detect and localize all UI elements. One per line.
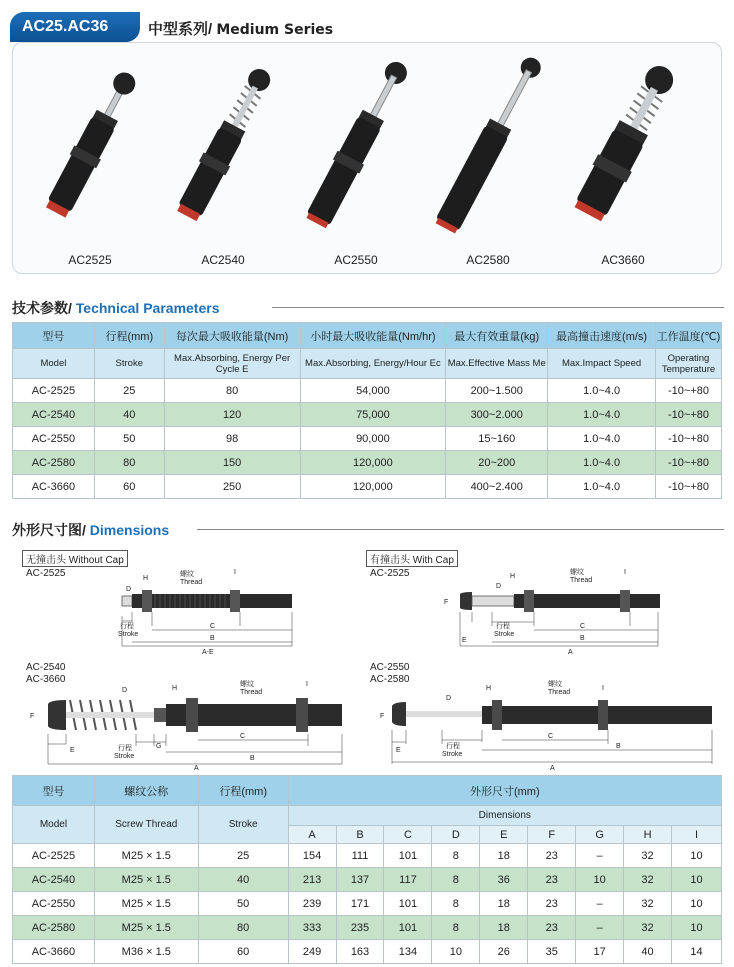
dim-letter-b: B [616,743,621,750]
stroke-en-label: Stroke [494,631,515,638]
stroke-cn-label: 行程 [118,745,132,752]
table-cell: 134 [384,940,432,964]
header-cell: 工作温度(℃) [655,323,721,349]
product-label: AC2540 [201,253,245,267]
header-cell: Stroke [198,806,288,844]
table-cell: 36 [480,868,528,892]
dim-section-title [12,520,724,538]
table-cell: 10 [432,940,480,964]
dim-letter-a: A [550,765,555,770]
header-cell: Model [13,806,95,844]
table-row [13,475,722,499]
header-cell: H [624,826,672,844]
table-cell: 90,000 [300,427,446,451]
dim-letter-i: I [306,681,308,688]
table-cell: AC-3660 [13,940,95,964]
dim-letter-f: F [380,713,385,720]
header-cell: F [528,826,576,844]
table-row [13,916,722,940]
header-cell: A [288,826,336,844]
table-cell: 150 [164,451,300,475]
dim-letter-d: D [126,586,132,593]
table-row [13,427,722,451]
table-cell: AC-2525 [13,379,95,403]
header-cell: Max.Effective Mass Me [446,349,548,379]
table-cell: 40 [94,403,164,427]
product-ac2525 [25,43,155,275]
table-cell: M25 × 1.5 [94,916,198,940]
table-cell: 10 [672,868,722,892]
product-label: AC2550 [334,253,378,267]
header-cell: 螺纹公称 [94,776,198,806]
dim-letter-i: I [624,569,626,576]
table-cell: 120,000 [300,475,446,499]
table-cell: 8 [432,916,480,940]
table-cell: 8 [432,892,480,916]
table-cell: AC-2540 [13,868,95,892]
dim-letter-d: D [496,583,502,590]
table-cell: 60 [198,940,288,964]
header-cell: G [576,826,624,844]
table-cell: 32 [624,844,672,868]
table-cell: – [576,916,624,940]
product-ac2580 [423,43,553,275]
table-row [13,403,722,427]
dim-letter-f: F [30,713,35,720]
table-cell: 23 [528,868,576,892]
table-cell: -10~+80 [655,403,721,427]
table-row [13,940,722,964]
with-cap-label: 有撞击头 With Cap [366,550,458,567]
header-cell: Dimensions [288,806,721,826]
table-cell: 10 [576,868,624,892]
header-cell: 行程(mm) [198,776,288,806]
stroke-en-label: Stroke [442,751,463,758]
table-cell: 117 [384,868,432,892]
dim-letter-i: I [602,685,604,692]
table-cell: AC-2525 [13,844,95,868]
stroke-en-label: Stroke [118,631,139,638]
diagram-model-label: AC-2525 [26,568,66,579]
header-cell: E [480,826,528,844]
dim-letter-h: H [172,685,178,692]
dim-letter-e: E [70,747,75,754]
table-cell: 1.0~4.0 [548,475,656,499]
dim-letter-g: G [156,743,162,750]
header-cell: Max.Impact Speed [548,349,656,379]
dim-letter-a: A [194,765,199,770]
dim-letter-b: B [250,755,255,762]
table-cell: 26 [480,940,528,964]
dim-letter-h: H [486,685,492,692]
table-cell: 25 [94,379,164,403]
table-cell: 80 [164,379,300,403]
product-ac2540 [158,43,288,275]
product-label: AC2525 [68,253,112,267]
thread-cn-label: 螺纹 [570,569,584,576]
thread-cn-label: 螺纹 [548,681,562,688]
table-row [13,379,722,403]
stroke-cn-label: 行程 [496,623,510,630]
table-cell: 40 [198,868,288,892]
table-row [13,868,722,892]
header-cell: Stroke [94,349,164,379]
table-cell: 18 [480,916,528,940]
series-title-cn: 中型系列/ [148,21,213,38]
table-cell: -10~+80 [655,379,721,403]
without-cap-label: 无撞击头 Without Cap [22,550,128,567]
table-cell: M36 × 1.5 [94,940,198,964]
series-title [148,18,333,39]
table-cell: 18 [480,892,528,916]
table-cell: 10 [672,892,722,916]
header-cell: Max.Absorbing, Energy Per Cycle E [164,349,300,379]
header-cell: 最高撞击速度(m/s) [548,323,656,349]
table-cell: 15~160 [446,427,548,451]
table-cell: -10~+80 [655,427,721,451]
table-cell: 120,000 [300,451,446,475]
table-cell: 235 [336,916,384,940]
table-cell: 35 [528,940,576,964]
table-row [13,844,722,868]
shock-absorber-image [291,53,421,243]
header-cell: Max.Absorbing, Energy/Hour Ec [300,349,446,379]
table-cell: 80 [198,916,288,940]
table-cell: 1.0~4.0 [548,379,656,403]
table-cell: 101 [384,844,432,868]
table-cell: 23 [528,892,576,916]
table-cell: 60 [94,475,164,499]
table-cell: 111 [336,844,384,868]
table-cell: 163 [336,940,384,964]
header-cell: D [432,826,480,844]
diagram-model-label: AC-3660 [26,674,66,685]
diagram-ac2525-with-cap [440,566,660,656]
header-cell: B [336,826,384,844]
dim-letter-f: F [444,599,449,606]
table-cell: -10~+80 [655,475,721,499]
table-cell: 171 [336,892,384,916]
header-cell: 行程(mm) [94,323,164,349]
dim-title-cn: 外形尺寸图/ [12,522,86,538]
dimensions-table [12,775,722,964]
stroke-cn-label: 行程 [120,623,134,630]
series-header [10,12,730,44]
diagram-ac2525-without-cap [110,566,310,656]
thread-en-label: Thread [180,579,203,586]
header-cell: Screw Thread [94,806,198,844]
header-cell: 最大有效重量(kg) [446,323,548,349]
tech-header-cn-row [13,323,722,349]
diagram-model-label: AC-2580 [370,674,410,685]
table-cell: 154 [288,844,336,868]
series-code-tab: AC25.AC36 [10,12,140,42]
table-cell: 333 [288,916,336,940]
table-cell: 75,000 [300,403,446,427]
divider-line [272,307,724,308]
table-cell: AC-2550 [13,892,95,916]
product-ac3660 [558,43,688,275]
table-cell: AC-2580 [13,451,95,475]
dim-letter-d: D [446,695,452,702]
stroke-en-label: Stroke [114,753,135,760]
shock-absorber-image [558,53,688,243]
table-cell: 8 [432,844,480,868]
table-cell: 14 [672,940,722,964]
diagram-model-label: AC-2550 [370,662,410,673]
dim-letter-a: A [568,649,573,656]
product-label: AC3660 [601,253,645,267]
thread-cn-label: 螺纹 [240,681,254,688]
dim-letter-c: C [210,623,216,630]
shock-absorber-image [158,53,288,243]
dim-letter-b: B [210,635,215,642]
product-gallery [12,42,722,274]
table-cell: 137 [336,868,384,892]
table-cell: 32 [624,916,672,940]
dim-letter-c: C [240,733,246,740]
shock-absorber-image [25,53,155,243]
table-cell: 32 [624,868,672,892]
table-cell: 20~200 [446,451,548,475]
dim-letter-e: E [396,747,401,754]
table-cell: AC-2550 [13,427,95,451]
table-cell: 10 [672,916,722,940]
table-cell: 25 [198,844,288,868]
table-cell: 80 [94,451,164,475]
thread-cn-label: 螺纹 [180,571,194,578]
dim-letter-c: C [548,733,554,740]
series-title-en: Medium Series [216,22,334,38]
thread-en-label: Thread [548,689,571,696]
stroke-cn-label: 行程 [446,743,460,750]
dim-letter-h: H [510,573,516,580]
dim-letter-b: B [580,635,585,642]
table-cell: 54,000 [300,379,446,403]
table-cell: 1.0~4.0 [548,403,656,427]
thread-en-label: Thread [570,577,593,584]
diagram-ac2540-ac3660 [26,680,356,770]
table-cell: 1.0~4.0 [548,451,656,475]
table-cell: 120 [164,403,300,427]
table-cell: 10 [672,844,722,868]
table-cell: 400~2.400 [446,475,548,499]
table-cell: 300~2.000 [446,403,548,427]
table-cell: M25 × 1.5 [94,868,198,892]
dims-header-row-2 [13,806,722,826]
table-cell: 32 [624,892,672,916]
table-cell: 98 [164,427,300,451]
dim-title-en: Dimensions [89,522,170,538]
tech-section-title [12,298,724,316]
diagram-ac2550-ac2580 [380,680,720,770]
header-cell: 型号 [13,776,95,806]
dim-letter-d: D [122,687,128,694]
tech-title-cn: 技术参数/ [12,300,72,316]
table-cell: 17 [576,940,624,964]
header-cell: 每次最大吸收能量(Nm) [164,323,300,349]
dims-header-row-1 [13,776,722,806]
tech-title-en: Technical Parameters [75,300,220,316]
table-cell: 8 [432,868,480,892]
table-row [13,451,722,475]
table-cell: 200~1.500 [446,379,548,403]
dim-letter-h: H [143,575,149,582]
dim-letter-ae: A-E [202,649,214,656]
header-cell: 外形尺寸(mm) [288,776,721,806]
dim-letter-i: I [234,569,236,576]
thread-en-label: Thread [240,689,263,696]
table-cell: 239 [288,892,336,916]
header-cell: Model [13,349,95,379]
product-ac2550 [291,43,421,275]
header-cell: C [384,826,432,844]
table-cell: 50 [198,892,288,916]
table-cell: 1.0~4.0 [548,427,656,451]
table-cell: -10~+80 [655,451,721,475]
table-cell: 101 [384,892,432,916]
header-cell: 小时最大吸收能量(Nm/hr) [300,323,446,349]
header-cell: 型号 [13,323,95,349]
table-cell: 23 [528,916,576,940]
table-cell: 101 [384,916,432,940]
table-cell: AC-3660 [13,475,95,499]
table-cell: 249 [288,940,336,964]
table-cell: M25 × 1.5 [94,844,198,868]
tech-header-en-row [13,349,722,379]
table-cell: 213 [288,868,336,892]
diagram-model-label: AC-2525 [370,568,410,579]
table-cell: AC-2580 [13,916,95,940]
table-row [13,892,722,916]
table-cell: AC-2540 [13,403,95,427]
table-cell: 18 [480,844,528,868]
table-cell: – [576,844,624,868]
tech-table [12,322,722,499]
dim-letter-e: E [462,637,467,644]
diagram-model-label: AC-2540 [26,662,66,673]
product-label: AC2580 [466,253,510,267]
table-cell: 50 [94,427,164,451]
header-cell: I [672,826,722,844]
header-cell: Operating Temperature [655,349,721,379]
table-cell: 23 [528,844,576,868]
table-cell: – [576,892,624,916]
table-cell: 250 [164,475,300,499]
table-cell: M25 × 1.5 [94,892,198,916]
shock-absorber-image [423,53,553,243]
divider-line [197,529,724,530]
dim-letter-c: C [580,623,586,630]
table-cell: 40 [624,940,672,964]
